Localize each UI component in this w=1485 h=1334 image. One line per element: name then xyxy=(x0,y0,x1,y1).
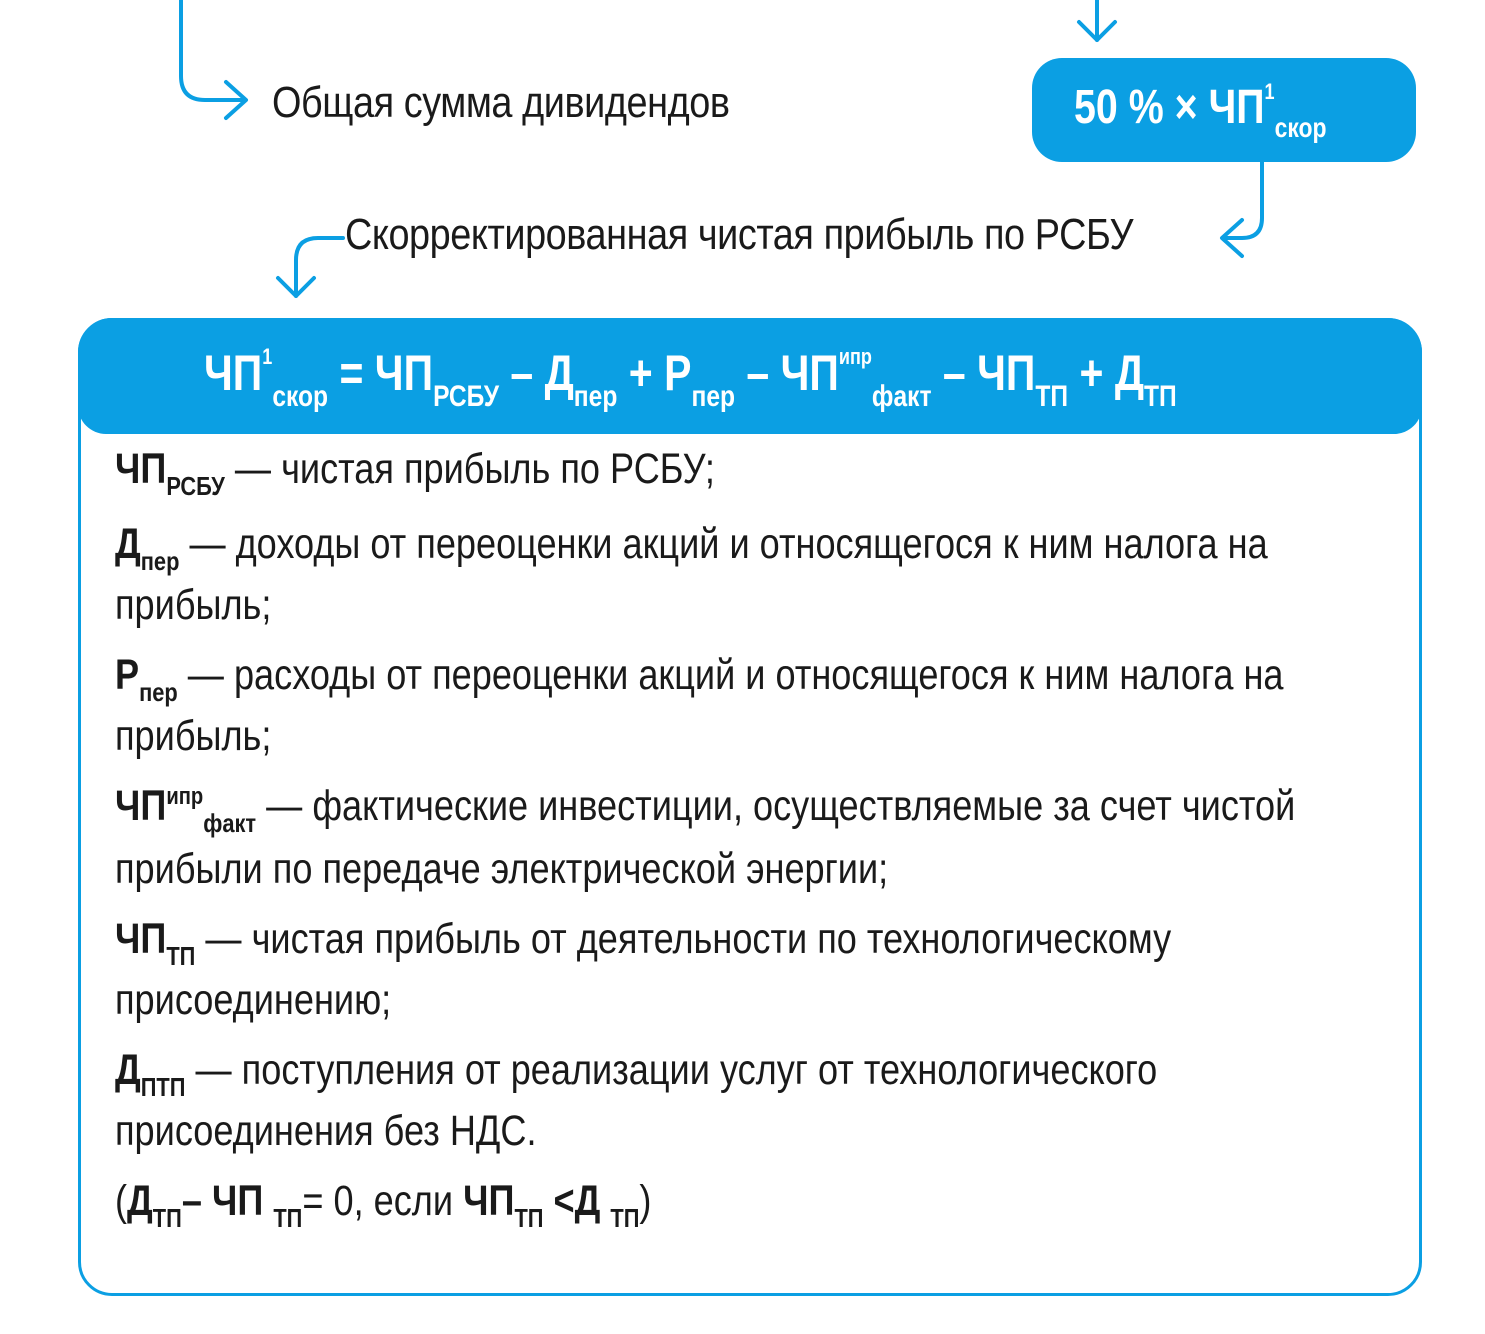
definition-symbol: ЧП xyxy=(115,445,167,493)
formula-box xyxy=(78,318,1422,1296)
formula-lhs-sup: 1 xyxy=(262,344,273,369)
definition-item xyxy=(115,911,1425,1028)
definition-sub: РСБУ xyxy=(166,471,225,501)
definition-sub: пер xyxy=(140,546,180,576)
formula-lhs: ЧП xyxy=(204,345,263,401)
condition-minus: – ЧП xyxy=(181,1177,274,1225)
formula-term-6: + Д xyxy=(1068,345,1145,401)
pill-sup: 1 xyxy=(1264,79,1275,104)
definition-symbol: Р xyxy=(115,651,140,699)
definition-sub: пер xyxy=(139,677,178,707)
definition-symbol: Д xyxy=(115,1046,141,1094)
formula-term-5-sub: ТП xyxy=(1035,380,1069,413)
definition-text: — чистая прибыль от деятельности по технологическому присоединению; xyxy=(115,915,1172,1024)
definition-item xyxy=(115,647,1425,764)
formula-term-5: – ЧП xyxy=(931,345,1036,401)
condition-a-sub: ТП xyxy=(152,1203,182,1233)
definition-text: — фактические инвестиции, осуществляемые за счет чистой прибыли по передаче электрической энергии; xyxy=(115,782,1296,893)
zero-condition xyxy=(115,1173,1425,1234)
condition-b-sub: ТП xyxy=(273,1203,303,1233)
definition-item xyxy=(115,516,1425,633)
definition-text: — чистая прибыль по РСБУ; xyxy=(224,445,715,493)
definition-sub: ТП xyxy=(166,941,196,971)
condition-open: ( xyxy=(115,1177,128,1225)
definition-text: — расходы от переоценки акций и относящегося к ним налога на прибыль; xyxy=(115,651,1284,760)
definition-symbol: ЧП xyxy=(115,915,167,963)
definition-sub: ПТП xyxy=(140,1072,186,1102)
definition-symbol: Д xyxy=(115,520,141,568)
formula-term-2-sub: пер xyxy=(573,380,618,413)
main-formula xyxy=(204,344,1177,413)
definition-text: — поступления от реализации услуг от технологического присоединения без НДС. xyxy=(115,1046,1158,1155)
formula-term-2: – Д xyxy=(499,345,574,401)
pill-base: 50 % × ЧП xyxy=(1074,81,1265,134)
condition-lt: <Д xyxy=(543,1177,611,1225)
definition-sub: факт xyxy=(203,808,257,838)
pill-to-label-line xyxy=(1224,162,1262,238)
condition-eq: = 0, если xyxy=(302,1177,464,1225)
left-connector-line xyxy=(181,0,244,100)
definitions-list xyxy=(115,441,1425,1234)
formula-term-1: = ЧП xyxy=(328,345,434,401)
pill-sub: скор xyxy=(1274,112,1327,143)
formula-term-3-sub: пер xyxy=(691,380,736,413)
condition-close: ) xyxy=(639,1177,652,1225)
condition-d-sub: ТП xyxy=(610,1203,640,1233)
definition-item xyxy=(115,1042,1425,1159)
formula-term-6-sub: ТП xyxy=(1144,380,1177,413)
formula-term-4-sub: факт xyxy=(871,380,932,413)
adjusted-profit-label: Скорректированная чистая прибыль по РСБУ xyxy=(345,210,1134,259)
formula-lhs-sub: скор xyxy=(272,380,329,413)
fifty-percent-pill xyxy=(1032,58,1416,162)
formula-term-4: – ЧП xyxy=(735,345,839,401)
definition-sup: ипр xyxy=(166,783,204,810)
pill-formula xyxy=(1074,79,1327,143)
definition-item xyxy=(115,441,1425,502)
definition-text: — доходы от переоценки акций и относящегося к ним налога на прибыль; xyxy=(115,520,1268,629)
definition-item xyxy=(115,778,1425,897)
condition-a: Д xyxy=(127,1177,153,1225)
definition-symbol: ЧП xyxy=(115,782,167,830)
condition-c-sub: ТП xyxy=(514,1203,544,1233)
formula-header xyxy=(78,318,1422,434)
formula-term-3: + Р xyxy=(617,345,692,401)
formula-term-1-sub: РСБУ xyxy=(433,380,500,413)
formula-term-4-sup: ипр xyxy=(838,344,872,369)
condition-c: ЧП xyxy=(463,1177,515,1225)
total-dividends-label: Общая сумма дивидендов xyxy=(272,78,730,127)
